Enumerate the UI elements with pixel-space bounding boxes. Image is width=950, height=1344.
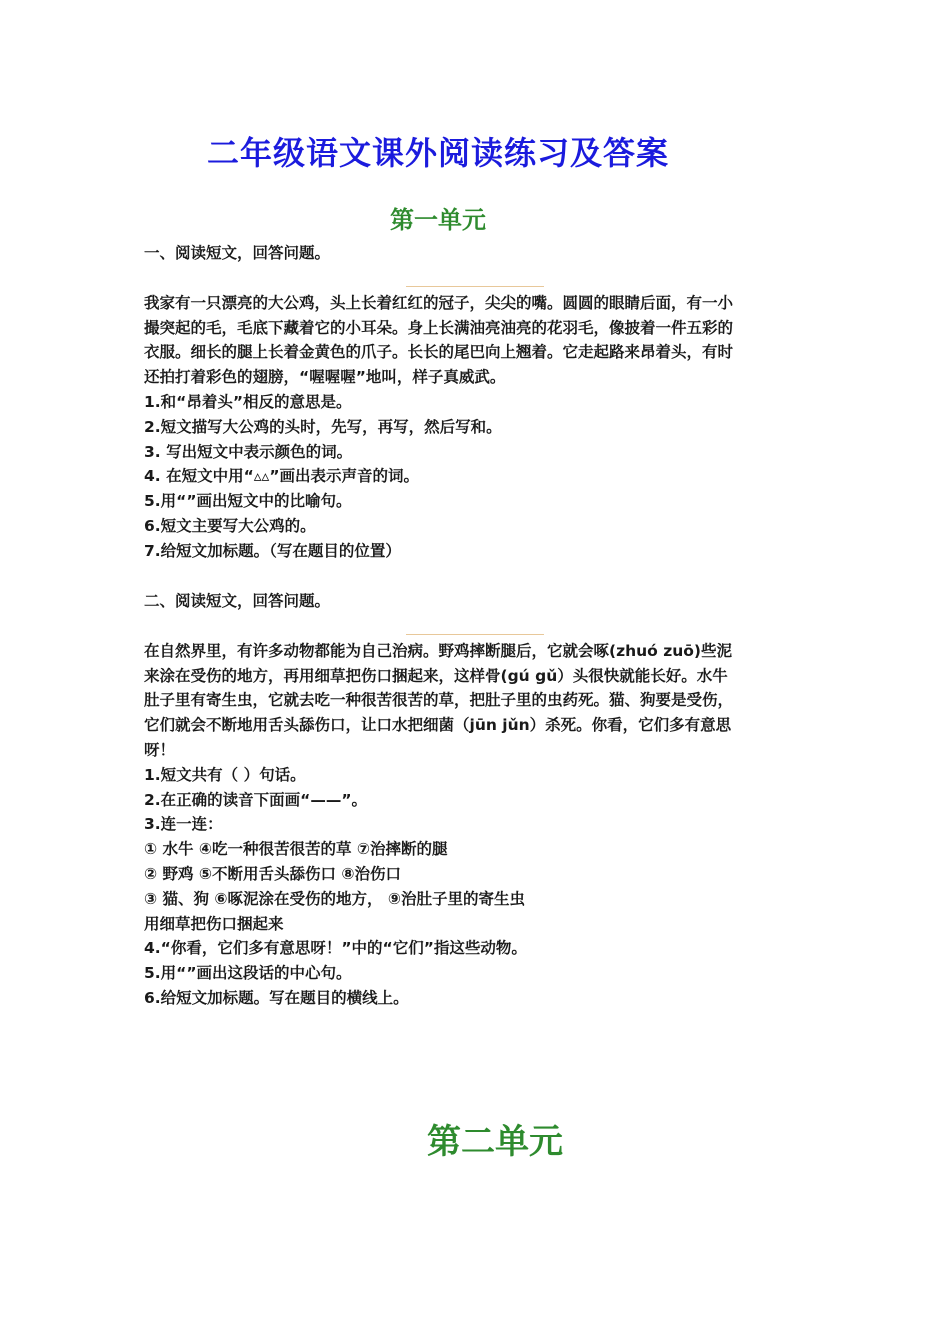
unit-2-title: 第二单元 bbox=[427, 1122, 563, 1162]
question-item: ③ 猫、狗 ⑥啄泥涂在受伤的地方， ⑨治肚子里的寄生虫 bbox=[144, 889, 526, 908]
question-item: 4. 在短文中用“▵▵”画出表示声音的词。 bbox=[144, 467, 420, 486]
section-2-heading: 二、阅读短文，回答问题。 bbox=[144, 592, 331, 610]
question-item: 7.给短文加标题。（写在题目的位置） bbox=[144, 541, 401, 560]
question-item: 2.短文描写大公鸡的头时，先写，再写，然后写和。 bbox=[144, 417, 502, 436]
question-item: 4.“你看，它们多有意思呀！”中的“它们”指这些动物。 bbox=[144, 939, 527, 958]
question-item: 1.短文共有（ ）句话。 bbox=[144, 765, 306, 784]
page-title: 二年级语文课外阅读练习及答案 bbox=[206, 134, 669, 172]
unit-1-title: 第一单元 bbox=[390, 206, 486, 234]
section-1 bbox=[144, 241, 808, 564]
question-item: 5.用“”画出这段话的中心句。 bbox=[144, 964, 352, 983]
title-blank-line bbox=[144, 614, 808, 639]
question-item: 3.连一连： bbox=[144, 815, 223, 834]
question-item: 3. 写出短文中表示颜色的词。 bbox=[144, 442, 353, 461]
title-blank-line bbox=[144, 266, 808, 291]
question-item: ① 水牛 ④吃一种很苦很苦的草 ⑦治摔断的腿 bbox=[144, 840, 448, 859]
passage-2-line: 来涂在受伤的地方，再用细草把伤口捆起来，这样骨(gú gǔ）头很快就能长好。水牛 bbox=[144, 666, 728, 685]
question-item: 用细草把伤口捆起来 bbox=[144, 914, 284, 933]
section-2 bbox=[144, 589, 808, 1011]
question-item: ② 野鸡 ⑤不断用舌头舔伤口 ⑧治伤口 bbox=[144, 864, 402, 883]
question-item: 5.用“”画出短文中的比喻句。 bbox=[144, 492, 352, 511]
question-item: 6.短文主要写大公鸡的。 bbox=[144, 516, 316, 535]
passage-1-line: 我家有一只漂亮的大公鸡，头上长着红红的冠子，尖尖的嘴。圆圆的眼睛后面，有一小 bbox=[144, 293, 734, 312]
passage-2-line: 它们就会不断地用舌头舔伤口，让口水把细菌（jūn jǔn）杀死。你看，它们多有意思 bbox=[144, 716, 732, 735]
passage-2-line: 肚子里有寄生虫，它就去吃一种很苦很苦的草，把肚子里的虫药死。猫、狗要是受伤， bbox=[144, 691, 734, 710]
question-item: 2.在正确的读音下面画“——”。 bbox=[144, 790, 368, 809]
passage-2-line: 呀！ bbox=[144, 740, 176, 759]
question-item: 1.和“昂着头”相反的意思是。 bbox=[144, 392, 352, 411]
section-1-heading: 一、阅读短文，回答问题。 bbox=[144, 244, 331, 262]
passage-1-line: 衣服。细长的腿上长着金黄色的爪子。长长的尾巴向上翘着。它走起路来昂着头，有时 bbox=[144, 343, 734, 362]
passage-2-line: 在自然界里，有许多动物都能为自己治病。野鸡摔断腿后，它就会啄(zhuó zuō)些泥 bbox=[144, 641, 733, 660]
passage-1-line: 撮突起的毛，毛底下藏着它的小耳朵。身上长满油亮油亮的花羽毛，像披着一件五彩的 bbox=[144, 318, 734, 337]
question-item: 6.给短文加标题。写在题目的横线上。 bbox=[144, 988, 409, 1007]
passage-1-line: 还拍打着彩色的翅膀，“喔喔喔”地叫，样子真威武。 bbox=[144, 368, 506, 387]
